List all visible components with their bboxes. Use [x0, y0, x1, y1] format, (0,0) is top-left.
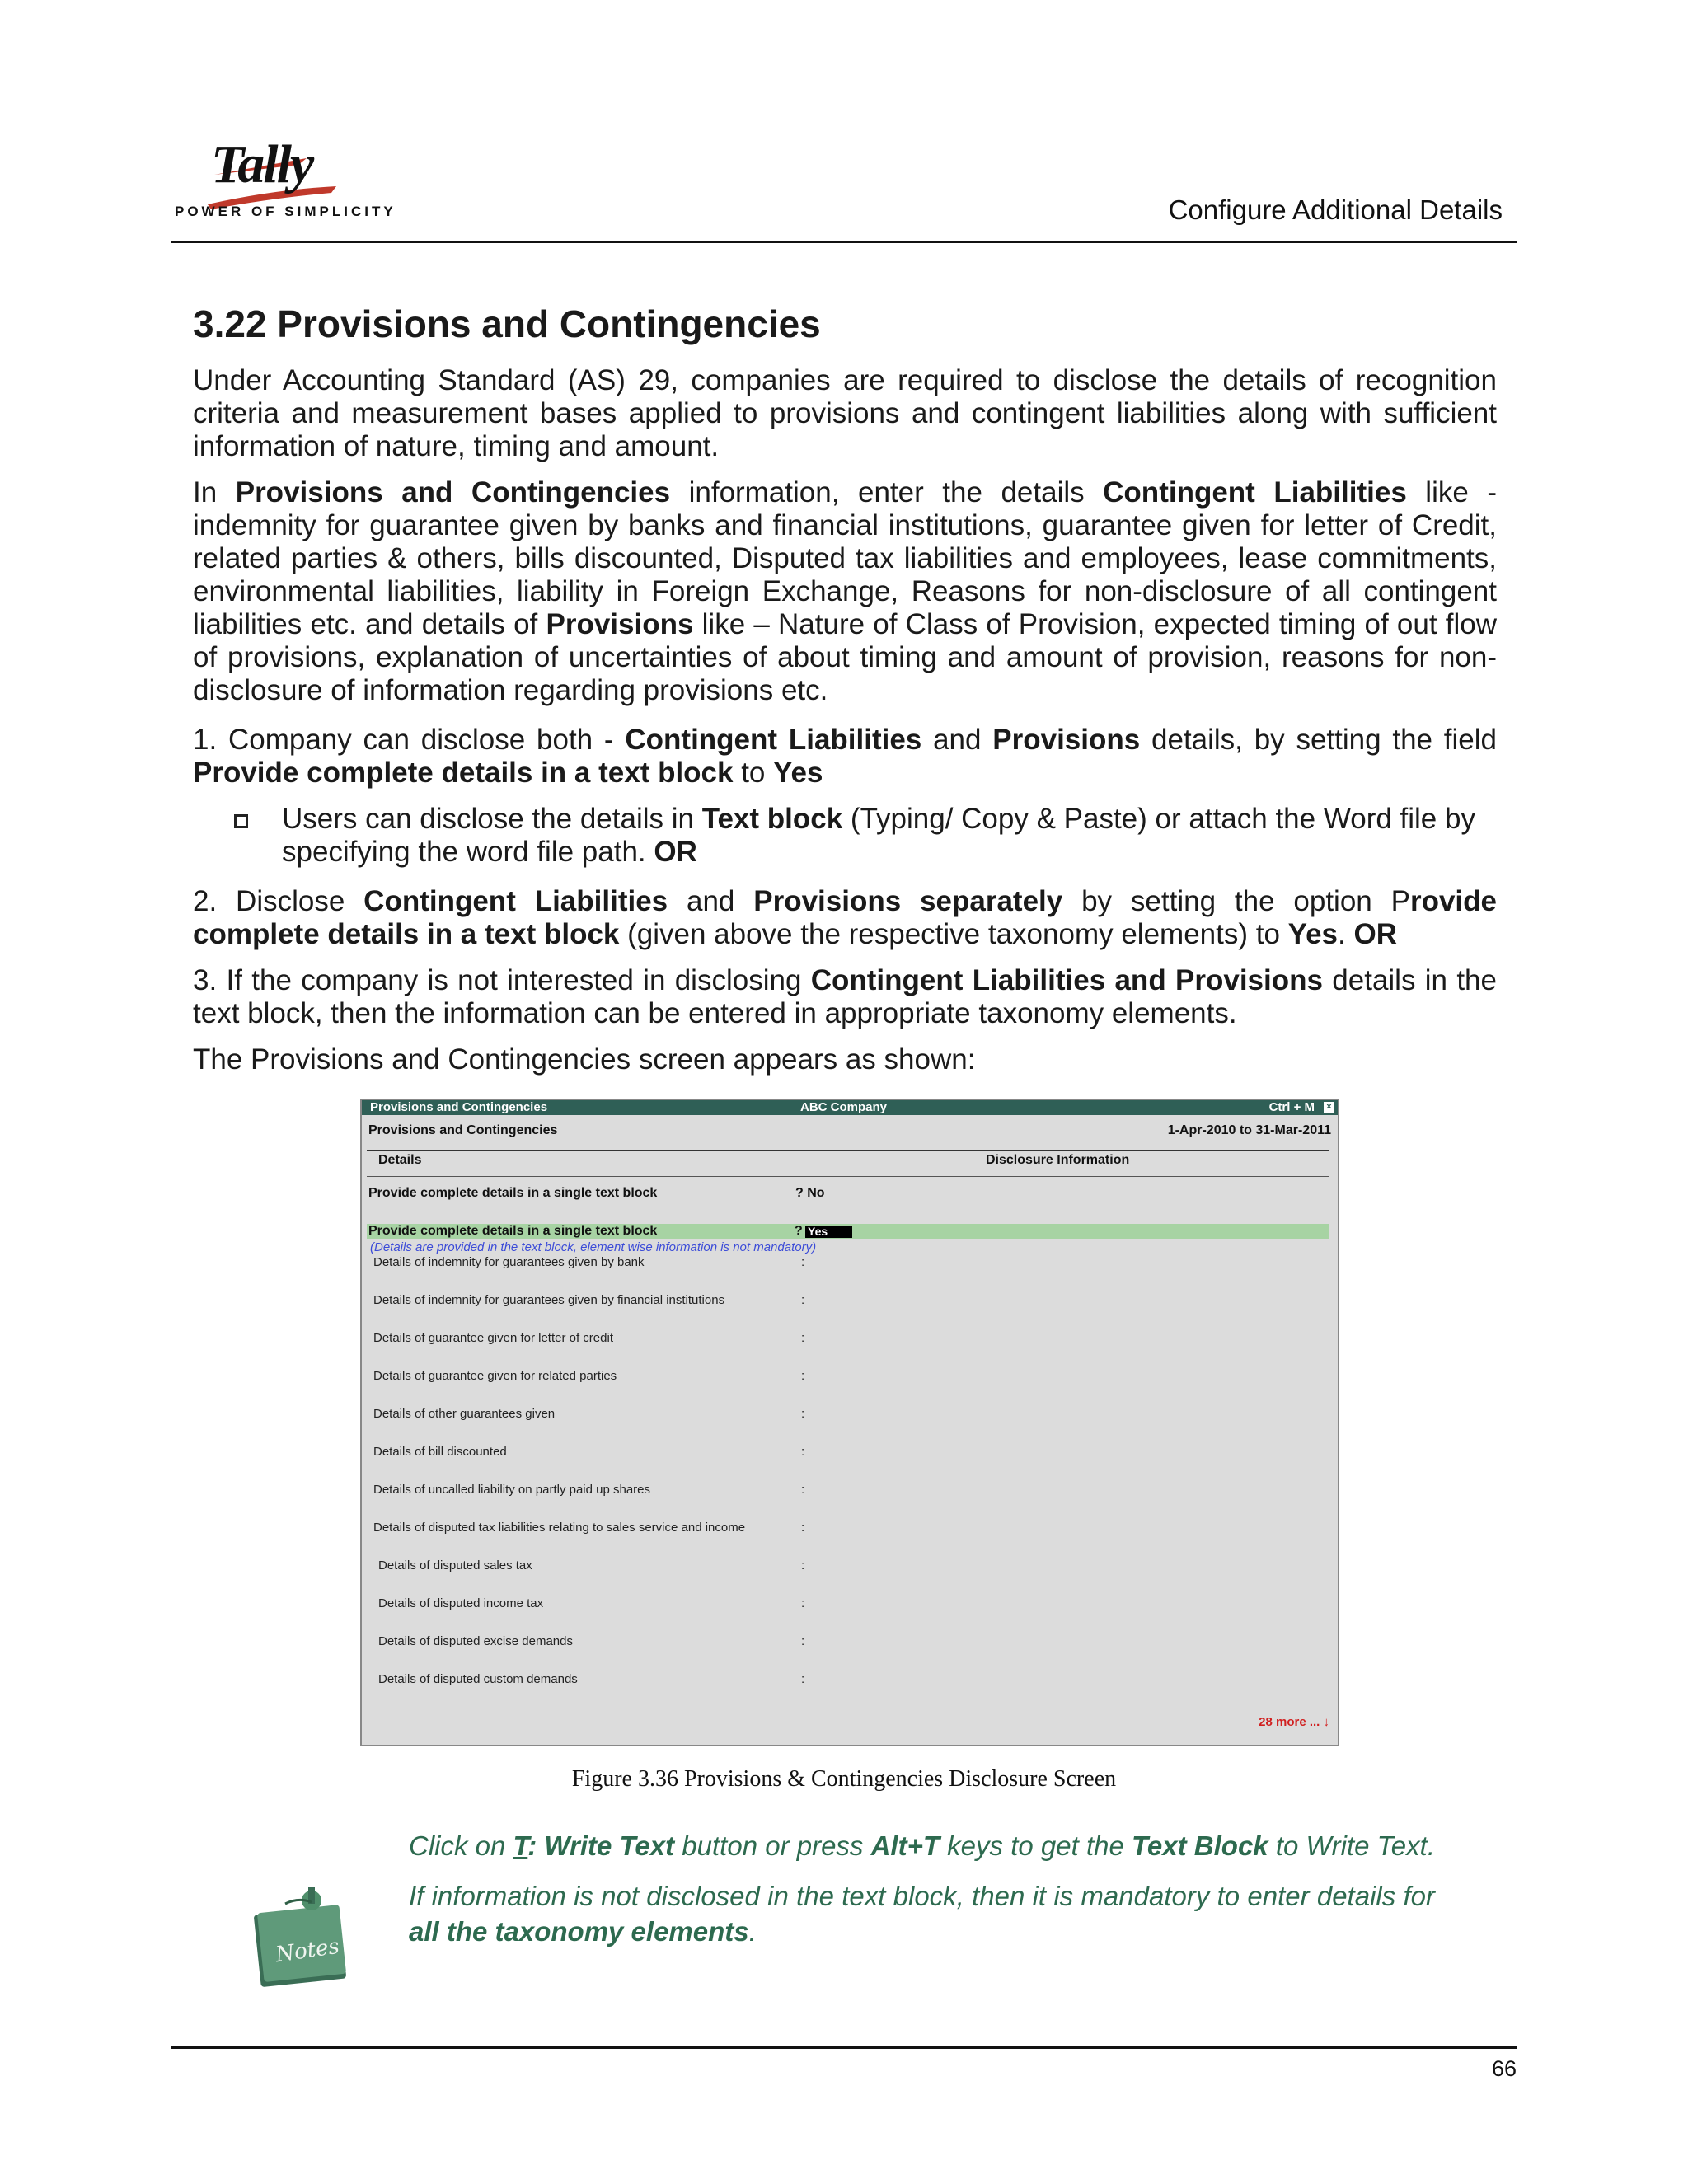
item-colon: : [801, 1521, 805, 1535]
notes-block [409, 1828, 1435, 1964]
option-2-paragraph: 2. Disclose Contingent Liabilities and Provisions separately by setting the option Provide complete details in a text block (given above the respective taxonomy elements) to Yes. OR [193, 885, 1498, 950]
taxonomy-item[interactable]: Details of guarantee given for related parties [373, 1369, 617, 1383]
item-colon: : [801, 1483, 805, 1497]
single-block-field-value[interactable]: ? No [795, 1186, 825, 1200]
column-divider [367, 1176, 1329, 1177]
taxonomy-item[interactable]: Details of indemnity for guarantees given by financial institutions [373, 1293, 725, 1307]
notes-icon-label: Notes [274, 1933, 341, 1968]
footer-divider [171, 2046, 1517, 2049]
screen-subtitle: Provisions and Contingencies [368, 1123, 558, 1137]
taxonomy-item[interactable]: Details of disputed custom demands [378, 1672, 578, 1686]
screen-intro: The Provisions and Contingencies screen appears as shown: [193, 1043, 976, 1076]
taxonomy-item[interactable]: Details of disputed sales tax [378, 1558, 532, 1572]
note-mandatory: If information is not disclosed in the text block, then it is mandatory to enter details for all the taxonomy elements. [409, 1881, 1435, 1947]
taxonomy-item[interactable]: Details of disputed tax liabilities relating to sales service and income [373, 1521, 746, 1535]
close-icon[interactable]: × [1324, 1102, 1334, 1113]
notes-icon [252, 1876, 359, 1991]
taxonomy-item[interactable]: Details of bill discounted [373, 1445, 507, 1459]
item-colon: : [801, 1255, 805, 1269]
more-items-indicator[interactable]: 28 more ... ↓ [1259, 1715, 1329, 1729]
details-paragraph: In Provisions and Contingencies information, enter the details Contingent Liabilities like - indemnity for guarantee given by banks and financial institutions, guarantee given for letter of Credit, related parties & others, bills discounted, Disputed tax liabilities and employees, lease commitments, environmental liabilities, liability in Foreign Exchange, Reasons for non-disclosure of all contingent liabilities etc. and details of Provisions like – Nature of Class of Provision, expected timing of out flow of provisions, explanation of uncertainties of about timing and amount of provision, reasons for non-disclosure of information regarding provisions etc. [193, 476, 1497, 706]
taxonomy-item[interactable]: Details of indemnity for guarantees given by bank [373, 1255, 645, 1269]
text-block-field-prompt: ? [795, 1224, 803, 1238]
section-heading: 3.22 Provisions and Contingencies [193, 302, 821, 345]
taxonomy-item[interactable]: Details of guarantee given for letter of credit [373, 1331, 613, 1345]
item-colon: : [801, 1369, 805, 1383]
item-colon: : [801, 1558, 805, 1572]
text-block-field-value[interactable]: Yes [805, 1226, 852, 1238]
note-write-text: Click on T: Write Text button or press Alt+T keys to get the Text Block to Write Text. [409, 1830, 1435, 1861]
item-colon: : [801, 1672, 805, 1686]
taxonomy-item[interactable]: Details of disputed excise demands [378, 1634, 573, 1648]
titlebar-company: ABC Company [800, 1100, 888, 1114]
header-divider [171, 241, 1517, 243]
item-colon: : [801, 1331, 805, 1345]
provisions-screen [360, 1099, 1339, 1746]
screen-divider [367, 1150, 1329, 1151]
taxonomy-item[interactable]: Details of other guarantees given [373, 1407, 556, 1421]
column-disclosure: Disclosure Information [986, 1153, 1130, 1167]
titlebar-shortcut: Ctrl + M [1268, 1100, 1315, 1114]
item-colon: : [801, 1596, 805, 1610]
square-bullet-icon [234, 814, 248, 828]
screen-period: 1-Apr-2010 to 31-Mar-2011 [1167, 1123, 1331, 1137]
item-colon: : [801, 1445, 805, 1459]
main-content [193, 302, 1497, 1093]
item-colon: : [801, 1407, 805, 1421]
logo-tagline: POWER OF SIMPLICITY [175, 204, 396, 219]
taxonomy-item[interactable]: Details of uncalled liability on partly paid up shares [373, 1483, 651, 1497]
header-section-title: Configure Additional Details [1168, 194, 1503, 225]
single-block-field-label: Provide complete details in a single text block [368, 1186, 658, 1200]
page-number: 66 [1491, 2056, 1517, 2081]
logo-word: Tally [211, 134, 313, 194]
option-3-paragraph: 3. If the company is not interested in disclosing Contingent Liabilities and Provisions details in the text block, then the information can be entered in appropriate taxonomy elements. [193, 964, 1497, 1029]
taxonomy-item[interactable]: Details of disputed income tax [378, 1596, 544, 1610]
column-details: Details [378, 1153, 422, 1167]
option-1-paragraph: 1. Company can disclose both - Contingent Liabilities and Provisions details, by setting the field Provide complete details in a text block to Yes [193, 724, 1498, 789]
intro-paragraph: Under Accounting Standard (AS) 29, companies are required to disclose the details of recognition criteria and measurement bases applied to provisions and contingent liabilities along with sufficient information of nature, timing and amount. [193, 364, 1497, 462]
item-colon: : [801, 1634, 805, 1648]
titlebar-screen-name: Provisions and Contingencies [370, 1100, 548, 1114]
figure-caption: Figure 3.36 Provisions & Contingencies Disclosure Screen [571, 1766, 1117, 1792]
screen-titlebar [362, 1100, 1338, 1115]
item-colon: : [801, 1293, 805, 1307]
text-block-field-label: Provide complete details in a single text block [368, 1224, 658, 1238]
screen-note: (Details are provided in the text block, element wise information is not mandatory) [370, 1240, 817, 1254]
bullet-item: Users can disclose the details in Text block (Typing/ Copy & Paste) or attach the Word file by specifying the word file path. OR [193, 803, 1497, 869]
